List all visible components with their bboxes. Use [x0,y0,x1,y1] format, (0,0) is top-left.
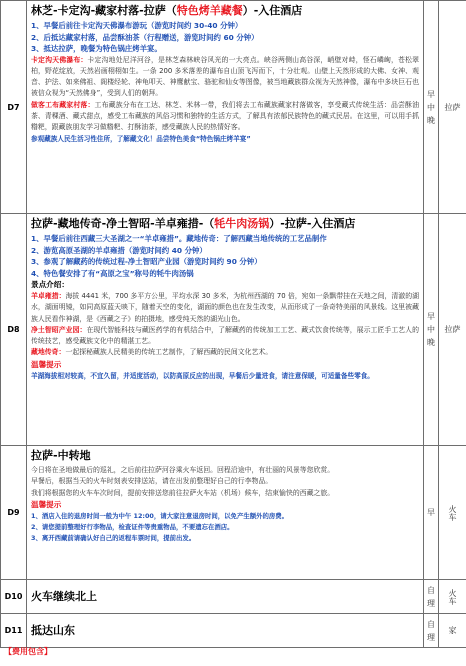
schedule-item: 2、游览高原圣湖的羊卓雍措（游览时间约 40 分钟） [31,245,207,255]
schedule-item: 3、抵达拉萨，晚餐为特色锅庄烤羊宴。 [31,44,162,53]
day-label: D10 [1,580,27,614]
day-content [27,614,424,648]
lodging-cell: 火车 [439,446,466,580]
day-label: D9 [1,446,27,580]
day-title: 抵达山东 [31,623,75,637]
meals-cell: 自 理 [424,614,439,648]
lodging-cell: 拉萨 [439,214,466,446]
day-desc: 早餐后，根据当天的火车时刻表安排送站，请在出发前整理好自己的行李物品。 [31,477,273,486]
tip-heading: 温馨提示 [31,359,62,369]
tip-text: 羊湖海拔相对较高，不宜久留，并适度活动，以防高原反应的出现，早餐后少量进食，请注意保暖，可适量备些零食。 [31,371,374,380]
intro-heading: 景点介绍： [31,280,69,289]
attraction-desc: 藏地传奇：一起探秘藏族人民精美的传统工艺制作，了解西藏的民间文化艺术。 [31,348,273,357]
lodging-cell: 火车 [439,580,466,614]
meals-cell: 自 理 [424,580,439,614]
attraction-desc: 卡定沟天佛瀑布：卡定沟地处尼洋河谷，是林芝森林峡谷风光的一大亮点。峡谷两侧山高谷深，峭壁对峙，怪石嶙峋，苍松翠柏，野花绽放，天然岩画栩栩如生。一条 200 多米落差的瀑布自山顶飞泻而下，十分壮观。山壁上天然形成的大佛、女神、观音、护法、如来佛祖、阁楼经轮、神龟叩天、神鹰献宝、骆驼和仙女等图像，被当地藏族群众视为天然神像，瀑布中多块巨石也被信众视为“天然佛身”，受到人们的朝拜。 [31,55,420,98]
day-label: D8 [1,214,27,446]
day-row-d10 [1,580,466,614]
lodging-cell: 家 [439,614,466,648]
day-label: D11 [1,614,27,648]
attraction-desc: 做客工布藏家村落：工布藏族分布在工达、林芝、米林一带，我们将去工布藏族藏家村落做客，享受藏式传统生活：品尝酥油茶、青稞酒、藏式甜点，感受工布藏族的风俗习惯和独特的生活方式，了解具有浓郁民族特色的藏式民居。在这里，可以用手抓糌粑，跟藏族朋友学习做糌粑、打酥油茶，感受藏族人民的热情好客。 [31,100,420,132]
tip-item: 1、酒店入住的退房时间一般为中午 12:00，请大家注意退房时间，以免产生额外的房费。 [31,511,289,520]
schedule-item: 1、早餐后前往西藏三大圣湖之一“羊卓雍措”。藏地传奇：了解西藏当地传统的工艺品制作 [31,234,327,243]
day-row-d11 [1,614,466,648]
tip-line: 参观藏族人民生活习性住所，了解藏文化！品尝特色美食“特色锅庄烤羊宴” [31,134,251,143]
tip-heading: 温馨提示 [31,499,62,509]
tip-item: 3、离开西藏前请确认好自己的返程车票时间，提前出发。 [31,533,196,542]
day-row-d7 [1,1,466,214]
day-row-d9 [1,446,466,580]
day-content [27,1,424,214]
attraction-desc: 羊卓雍措：海拔 4441 米，700 多平方公里，平均水深 30 多米，为杭州西湖的 70 倍，宛如一条飘带挂在天地之间，清澈的湖水，湖面明镜，如同高原蓝天映下，随着天空的变化，湖面的颜色也在发生改变，从而形成了一条奇特美丽的风景线。这里被藏族人民看作神湖，是《西藏之子》的拍摄地，感受纯天然的湖光山色。 [31,292,419,323]
tip-item: 2、请您提前整理好行李物品，检查证件等贵重物品，不要遗忘在酒店。 [31,522,234,531]
meals-cell: 早 中 晚 [424,214,439,446]
schedule-item: 2、后抵达藏家村落，品尝酥油茶（行程赠送，游览时间约 60 分钟） [31,32,259,42]
day-title: 林芝-卡定沟-藏家村落-拉萨（特色烤羊藏餐）-入住酒店 [31,4,303,17]
day-title: 拉萨-藏地传奇-净土智昭-羊卓雍措-（牦牛肉汤锅）-拉萨-入住酒店 [31,217,356,230]
meals-cell: 早 [424,446,439,580]
day-content [27,580,424,614]
meals-cell: 早 中 晚 [424,1,439,214]
day-title: 火车继续北上 [31,589,97,603]
day-label: D7 [1,1,27,214]
schedule-item: 4、特色餐安排了有“高原之宝”称号的牦牛肉汤锅 [31,268,194,278]
attraction-desc: 净土智昭产业园：在现代智能科技与藏医药学的有机结合中，了解藏药的传统加工工艺、藏式饮食传统等，展示工匠手工艺人的传统技艺，感受藏族文化中的精湛工艺。 [31,325,419,346]
day-desc: 今日将在圣地做最后的巡礼，之后前往拉萨河谷乘火车返回。回程沿途中，有壮丽的风景等您欣赏。 [31,466,335,474]
day-title: 拉萨-中转地 [31,449,91,462]
day-row-d8 [1,214,466,446]
day-desc: 我们将根据您的火车车次时间，提前安排送您前往拉萨火车站（机场）候车，结束愉快的西藏之旅。 [31,488,335,497]
schedule-item: 3、参观了解藏药的传统过程-净土智昭产业园（游览时间约 90 分钟） [31,257,262,266]
lodging-cell: 拉萨 [439,1,466,214]
fee-heading: 【费用包含】 [4,647,52,656]
day-content [27,214,424,446]
day-content [27,446,424,580]
schedule-item: 1、早餐后前往卡定沟天佛瀑布游玩（游览时间约 30-40 分钟） [31,21,243,30]
